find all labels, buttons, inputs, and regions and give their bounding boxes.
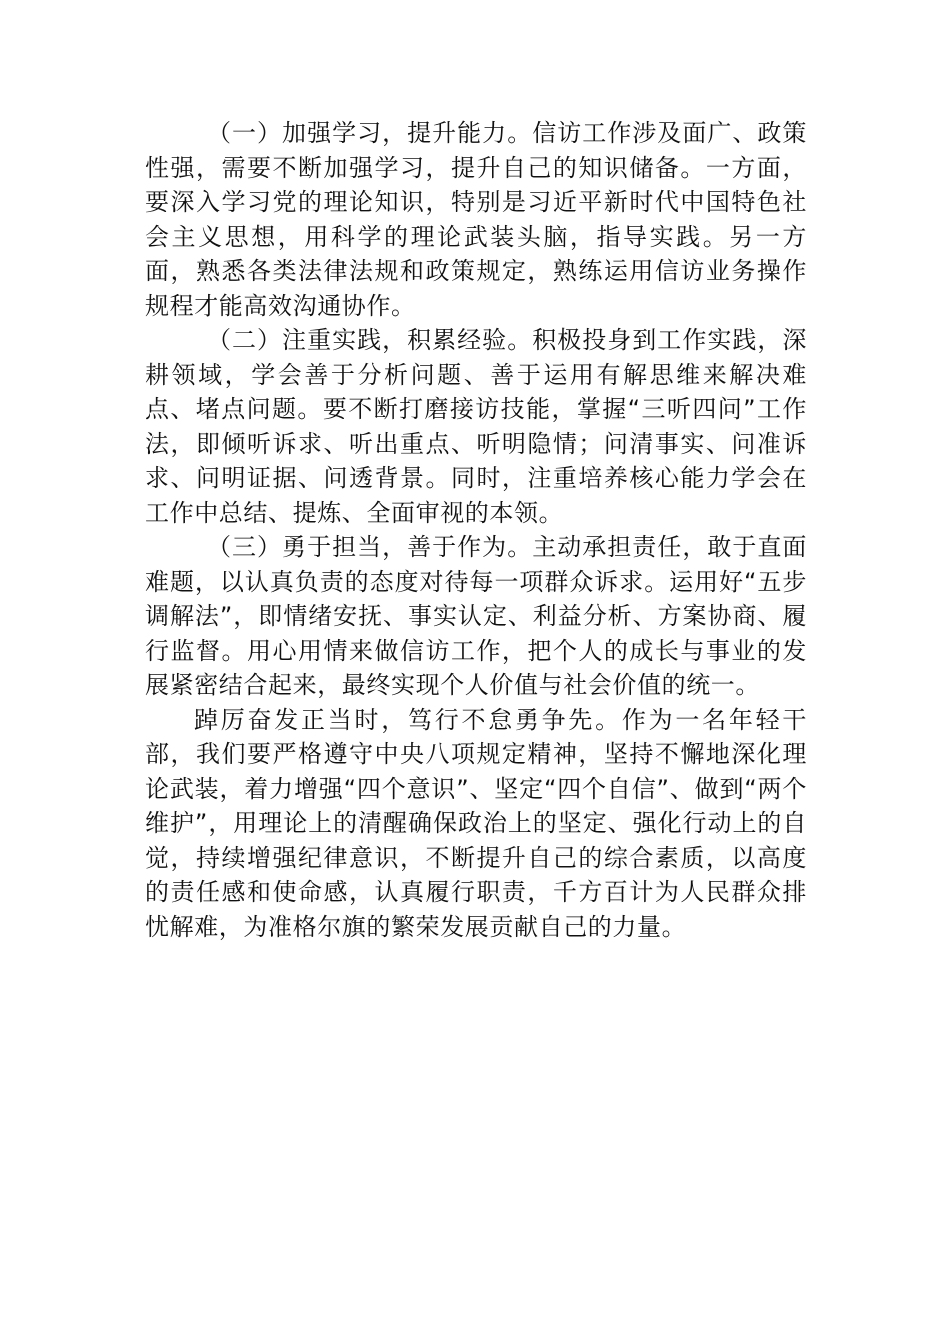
document-body <box>145 116 807 944</box>
paragraph-take-responsibility: （三）勇于担当，善于作为。主动承担责任，敢于直面难题，以认真负责的态度对待每一项群众诉求。运用好“五步调解法”，即情绪安抚、事实认定、利益分析、方案协商、履行监督。用心用情来做信访工作，把个人的成长与事业的发展紧密结合起来，最终实现个人价值与社会价值的统一。 <box>145 533 807 699</box>
paragraph-strengthen-learning: （一）加强学习，提升能力。信访工作涉及面广、政策性强，需要不断加强学习，提升自己的知识储备。一方面，要深入学习党的理论知识，特别是习近平新时代中国特色社会主义思想，用科学的理论武装头脑，指导实践。另一方面，熟悉各类法律法规和政策规定，熟练运用信访业务操作规程才能高效沟通协作。 <box>145 119 807 320</box>
paragraph-focus-practice: （二）注重实践，积累经验。积极投身到工作实践，深耕领域，学会善于分析问题、善于运用有解思维来解决难点、堵点问题。要不断打磨接访技能，掌握“三听四问”工作法，即倾听诉求、听出重点、听明隐情；问清事实、问准诉求、问明证据、问透背景。同时，注重培养核心能力学会在工作中总结、提炼、全面审视的本领。 <box>145 326 807 527</box>
paragraph-conclusion: 踔厉奋发正当时，笃行不怠勇争先。作为一名年轻干部，我们要严格遵守中央八项规定精神，坚持不懈地深化理论武装，着力增强“四个意识”、坚定“四个自信”、做到“两个维护”，用理论上的清醒确保政治上的坚定、强化行动上的自觉，持续增强纪律意识，不断提升自己的综合素质，以高度的责任感和使命感，认真履行职责，千方百计为人民群众排忧解难，为准格尔旗的繁荣发展贡献自己的力量。 <box>145 705 807 941</box>
